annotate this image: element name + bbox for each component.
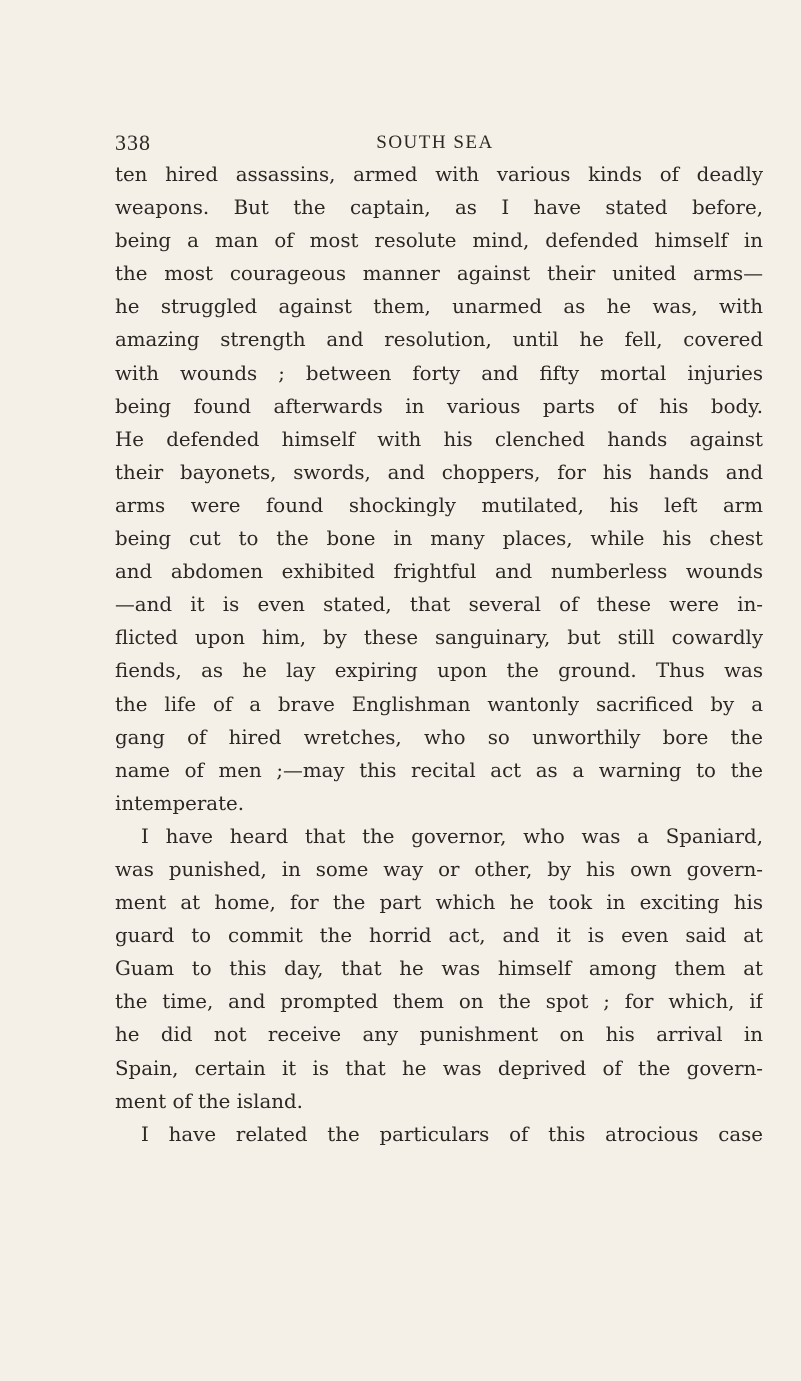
text-line: the most courageous manner against their united arms— [115, 262, 763, 286]
text-line: Spain, certain it is that he was deprived of the govern- [115, 1056, 763, 1080]
paragraph-end-line: intemperate. [115, 791, 245, 815]
text-line: being found afterwards in various parts of his body. [115, 394, 763, 418]
text-line: gang of hired wretches, who so unworthily bore the [115, 725, 763, 749]
text-line: he struggled against them, unarmed as he was, with [115, 295, 763, 319]
running-head [115, 128, 755, 158]
text-line: flicted upon him, by these sanguinary, but still cowardly [115, 626, 763, 650]
text-line: and abdomen exhibited frightful and numberless wounds [115, 560, 763, 584]
running-title: SOUTH SEA [376, 132, 494, 153]
text-line: —and it is even stated, that several of these were in- [115, 593, 763, 617]
text-line: being a man of most resolute mind, defended himself in [115, 229, 763, 253]
text-line: He defended himself with his clenched hands against [115, 427, 763, 451]
text-line: Guam to this day, that he was himself among them at [115, 957, 763, 981]
text-line: was punished, in some way or other, by his own govern- [115, 857, 763, 881]
text-line: amazing strength and resolution, until he fell, covered [115, 328, 763, 352]
text-line: name of men ;—may this recital act as a warning to the [115, 758, 763, 782]
paragraph-start-line: I have related the particulars of this atrocious case [141, 1122, 763, 1146]
text-line: arms were found shockingly mutilated, his left arm [115, 493, 763, 517]
paragraph-end-line: ment of the island. [115, 1089, 303, 1113]
text-line: ment at home, for the part which he took in exciting his [115, 891, 763, 915]
text-line: fiends, as he lay expiring upon the ground. Thus was [115, 659, 763, 683]
page-number: 338 [115, 130, 151, 155]
text-line: with wounds ; between forty and fifty mortal injuries [115, 361, 763, 385]
text-line: ten hired assassins, armed with various kinds of deadly [115, 163, 763, 186]
text-line: weapons. But the captain, as I have stated before, [115, 196, 763, 220]
text-line: the time, and prompted them on the spot ; for which, if [115, 990, 763, 1014]
paragraph-start-line: I have heard that the governor, who was a Spaniard, [141, 824, 763, 848]
body-text [115, 158, 763, 1151]
text-line: the life of a brave Englishman wantonly sacrificed by a [115, 692, 763, 716]
text-line: he did not receive any punishment on his arrival in [115, 1023, 763, 1047]
text-line: their bayonets, swords, and choppers, for his hands and [115, 460, 763, 484]
text-line: guard to commit the horrid act, and it is even said at [115, 924, 763, 948]
text-line: being cut to the bone in many places, while his chest [115, 527, 763, 551]
